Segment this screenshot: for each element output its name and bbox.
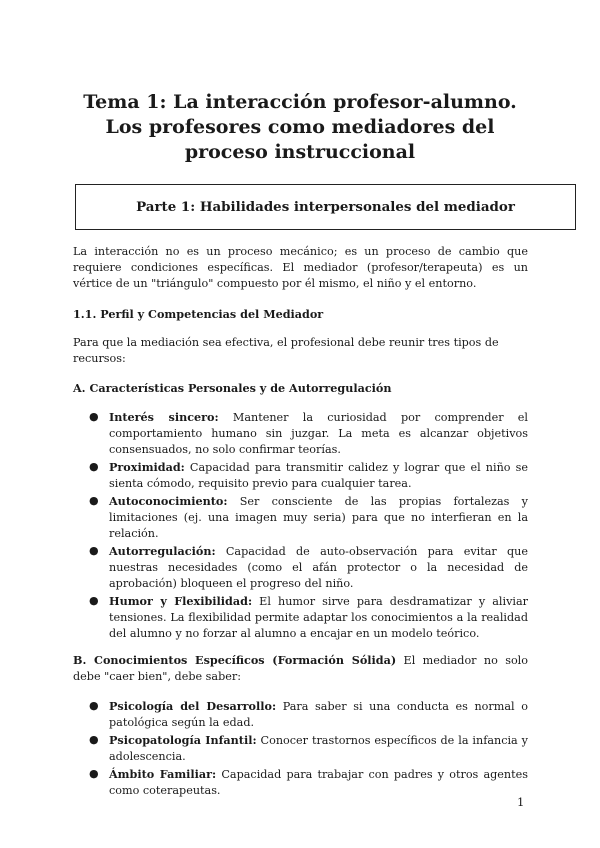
list-term: Psicopatología Infantil: [109, 733, 257, 747]
list-b [73, 698, 528, 799]
list-term: Autorregulación: [109, 544, 216, 558]
subsection-b-paragraph [73, 652, 528, 685]
subsection-a-heading: A. Características Personales y de Autorregulación [73, 381, 392, 395]
list-term: Psicología del Desarrollo: [109, 699, 277, 713]
list-term: Interés sincero: [109, 410, 219, 424]
bullet-icon: ● [89, 767, 99, 780]
bullet-icon: ● [89, 699, 99, 712]
list-item [89, 766, 528, 799]
bullet-icon: ● [89, 410, 99, 423]
bullet-icon: ● [89, 594, 99, 607]
bullet-icon: ● [89, 460, 99, 473]
part-heading-box [75, 184, 576, 230]
list-a [73, 409, 528, 642]
list-text: Capacidad para trabajar con padres y otros agentes como coterapeutas. [109, 768, 528, 797]
list-text: Ser consciente de las propias fortalezas y limitaciones (ej. una imagen muy seria) para que no interfieran en la relación. [109, 495, 528, 540]
subsection-b-heading: B. Conocimientos Específicos (Formación Sólida) [73, 653, 397, 667]
page-number: 1 [517, 795, 525, 809]
document-body [73, 244, 528, 809]
list-term: Proximidad: [109, 460, 185, 474]
list-text: Capacidad para transmitir calidez y lograr que el niño se sienta cómodo, requisito previo para cualquier tarea. [109, 461, 528, 490]
list-item [89, 409, 528, 458]
intro-paragraph: La interacción no es un proceso mecánico; es un proceso de cambio que requiere condiciones específicas. El mediador (profesor/terapeuta) es un vértice de un "triángulo" compuesto por él mismo, el niño y el entorno. [73, 245, 528, 290]
list-text: Para saber si una conducta es normal o patológica según la edad. [109, 700, 528, 729]
list-item [89, 493, 528, 542]
section-heading-1-1: 1.1. Perfil y Competencias del Mediador [73, 307, 324, 321]
list-term: Autoconocimiento: [109, 494, 228, 508]
section-lead-paragraph: Para que la mediación sea efectiva, el profesional debe reunir tres tipos de recursos: [73, 336, 499, 365]
bullet-icon: ● [89, 733, 99, 746]
bullet-icon: ● [89, 544, 99, 557]
list-item [89, 698, 528, 731]
list-item [89, 593, 528, 642]
list-text: Mantener la curiosidad por comprender el comportamiento humano sin juzgar. La meta es alcanzar objetivos consensuados, no solo confirmar teorías. [109, 411, 528, 456]
list-text: El humor sirve para desdramatizar y aliviar tensiones. La flexibilidad permite adaptar los conocimientos a la realidad del alumno y no forzar al alumno a encajar en un modelo teórico. [109, 595, 528, 640]
list-text: Conocer trastornos específicos de la infancia y adolescencia. [109, 734, 528, 763]
list-term: Humor y Flexibilidad: [109, 594, 253, 608]
bullet-icon: ● [89, 494, 99, 507]
subsection-b-text: El mediador no solo debe "caer bien", debe saber: [73, 654, 528, 683]
part-heading: Parte 1: Habilidades interpersonales del mediador [136, 199, 515, 215]
list-term: Ámbito Familiar: [109, 767, 217, 781]
list-item [89, 459, 528, 492]
list-text: Capacidad de auto-observación para evitar que nuestras necesidades (como el afán protector o la necesidad de aprobación) bloqueen el progreso del niño. [109, 545, 528, 590]
list-item [89, 543, 528, 592]
document-title: Tema 1: La interacción profesor-alumno. Los profesores como mediadores del proceso instruccional [83, 91, 517, 163]
list-item [89, 732, 528, 765]
